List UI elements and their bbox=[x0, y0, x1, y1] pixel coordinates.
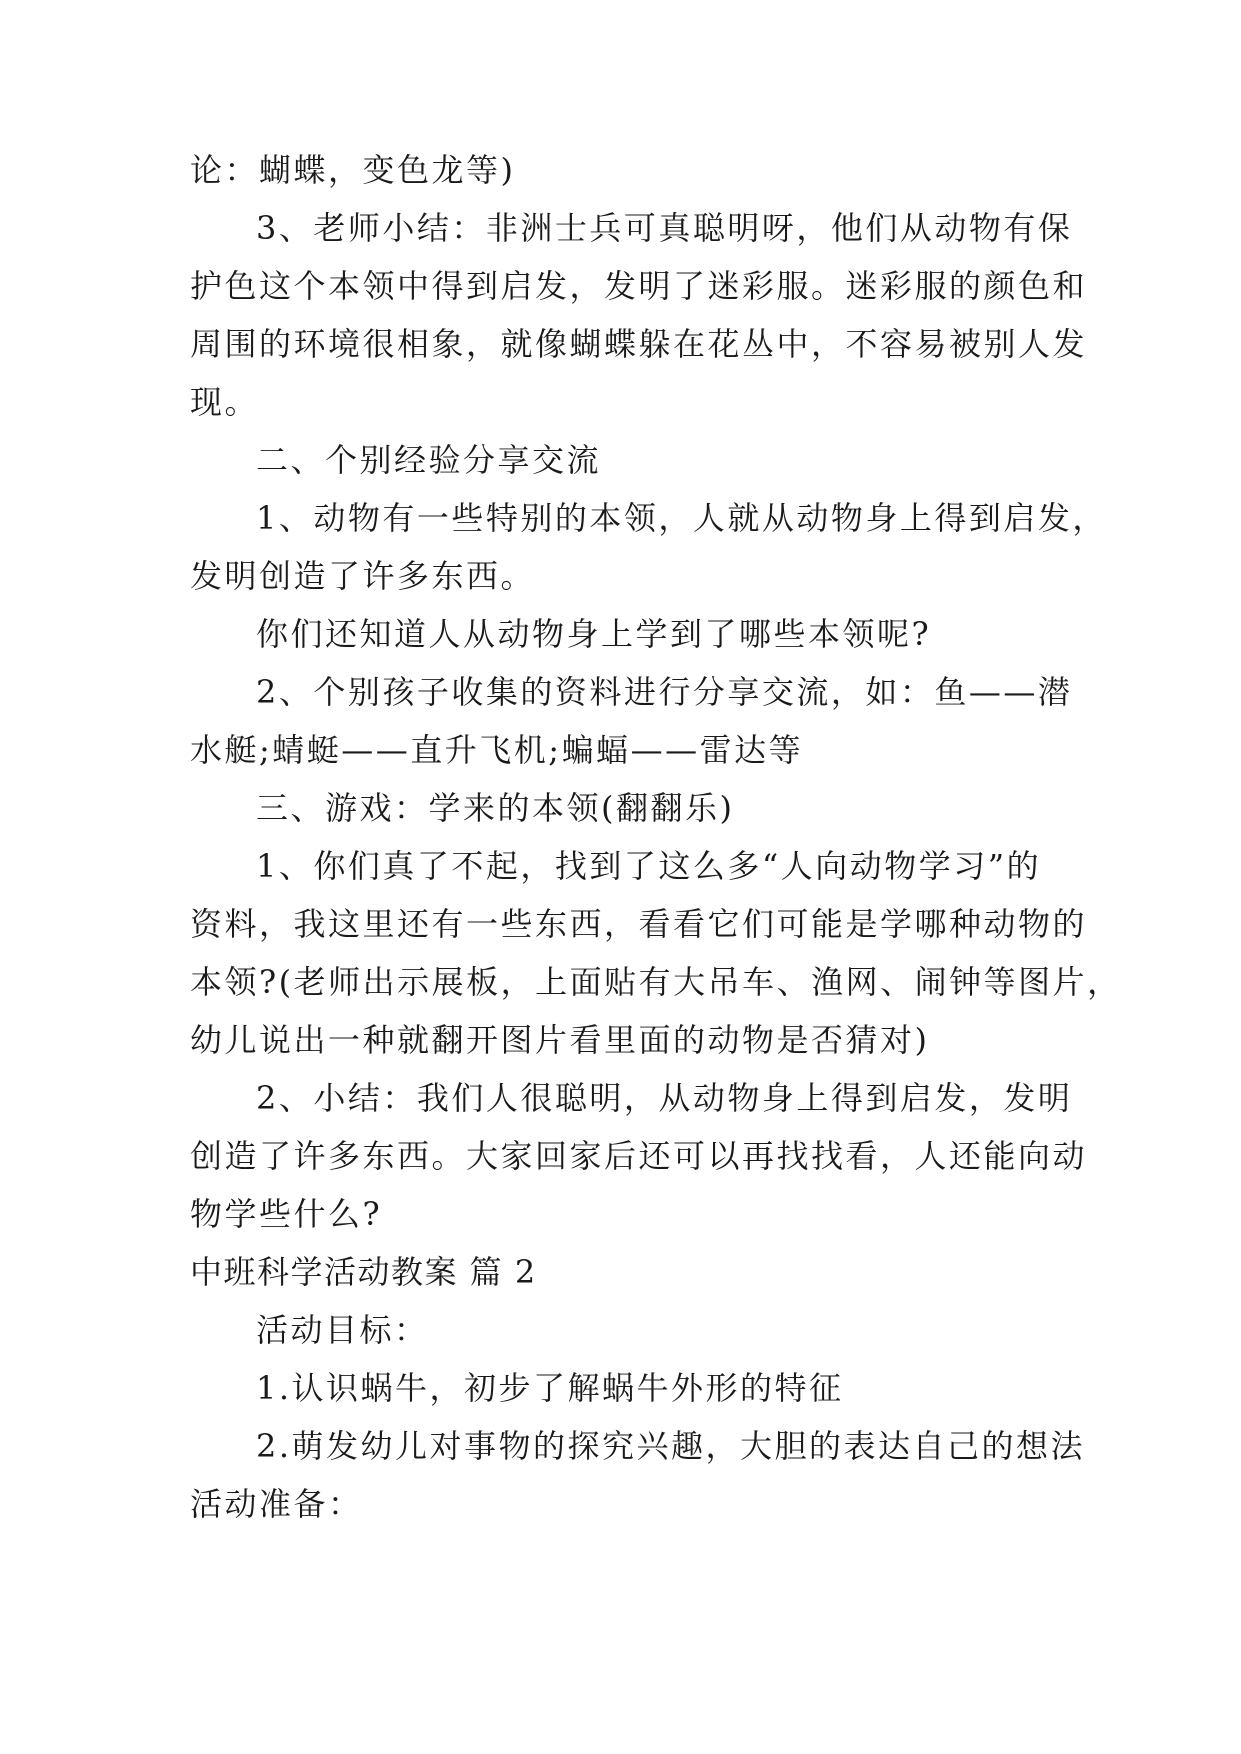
paragraph-line: 你们还知道人从动物身上学到了哪些本领呢? bbox=[256, 615, 932, 653]
paragraph-line: 1、动物有一些特别的本领，人就从动物身上得到启发， bbox=[256, 499, 1107, 537]
paragraph-line: 现。 bbox=[190, 383, 260, 421]
paragraph-line: 创造了许多东西。大家回家后还可以再找找看，人还能向动 bbox=[190, 1137, 1088, 1175]
paragraph-line: 2.萌发幼儿对事物的探究兴趣，大胆的表达自己的想法 bbox=[256, 1427, 1086, 1465]
section-heading: 三、游戏：学来的本领(翻翻乐) bbox=[256, 789, 735, 827]
section-heading: 活动准备： bbox=[190, 1485, 363, 1523]
paragraph-line: 周围的环境很相象，就像蝴蝶躲在花丛中，不容易被别人发 bbox=[190, 325, 1088, 363]
paragraph-line: 发明创造了许多东西。 bbox=[190, 557, 536, 595]
paragraph-line: 资料，我这里还有一些东西，看看它们可能是学哪种动物的 bbox=[190, 905, 1088, 943]
section-heading: 二、个别经验分享交流 bbox=[256, 441, 602, 479]
paragraph-line: 3、老师小结：非洲士兵可真聪明呀，他们从动物有保 bbox=[256, 209, 1073, 247]
paragraph-line: 护色这个本领中得到启发，发明了迷彩服。迷彩服的颜色和 bbox=[190, 267, 1088, 305]
paragraph-line: 1、你们真了不起，找到了这么多“人向动物学习”的 bbox=[256, 847, 1042, 885]
paragraph-line: 2、小结：我们人很聪明，从动物身上得到启发，发明 bbox=[256, 1079, 1073, 1117]
paragraph-line: 幼儿说出一种就翻开图片看里面的动物是否猜对) bbox=[190, 1021, 930, 1059]
paragraph-line: 水艇;蜻蜓——直升飞机;蝙蝠——雷达等 bbox=[190, 731, 804, 769]
paragraph-line: 论：蝴蝶，变色龙等) bbox=[190, 151, 516, 189]
paragraph-line: 2、个别孩子收集的资料进行分享交流，如：鱼——潜 bbox=[256, 673, 1073, 711]
section-heading: 活动目标： bbox=[256, 1311, 429, 1349]
paragraph-line: 物学些什么? bbox=[190, 1195, 383, 1233]
paragraph-line: 1.认识蜗牛，初步了解蜗牛外形的特征 bbox=[256, 1369, 844, 1407]
paragraph-line: 本领?(老师出示展板，上面贴有大吊车、渔网、闹钟等图片， bbox=[190, 963, 1122, 1001]
article-title: 中班科学活动教案 篇 2 bbox=[190, 1253, 537, 1291]
